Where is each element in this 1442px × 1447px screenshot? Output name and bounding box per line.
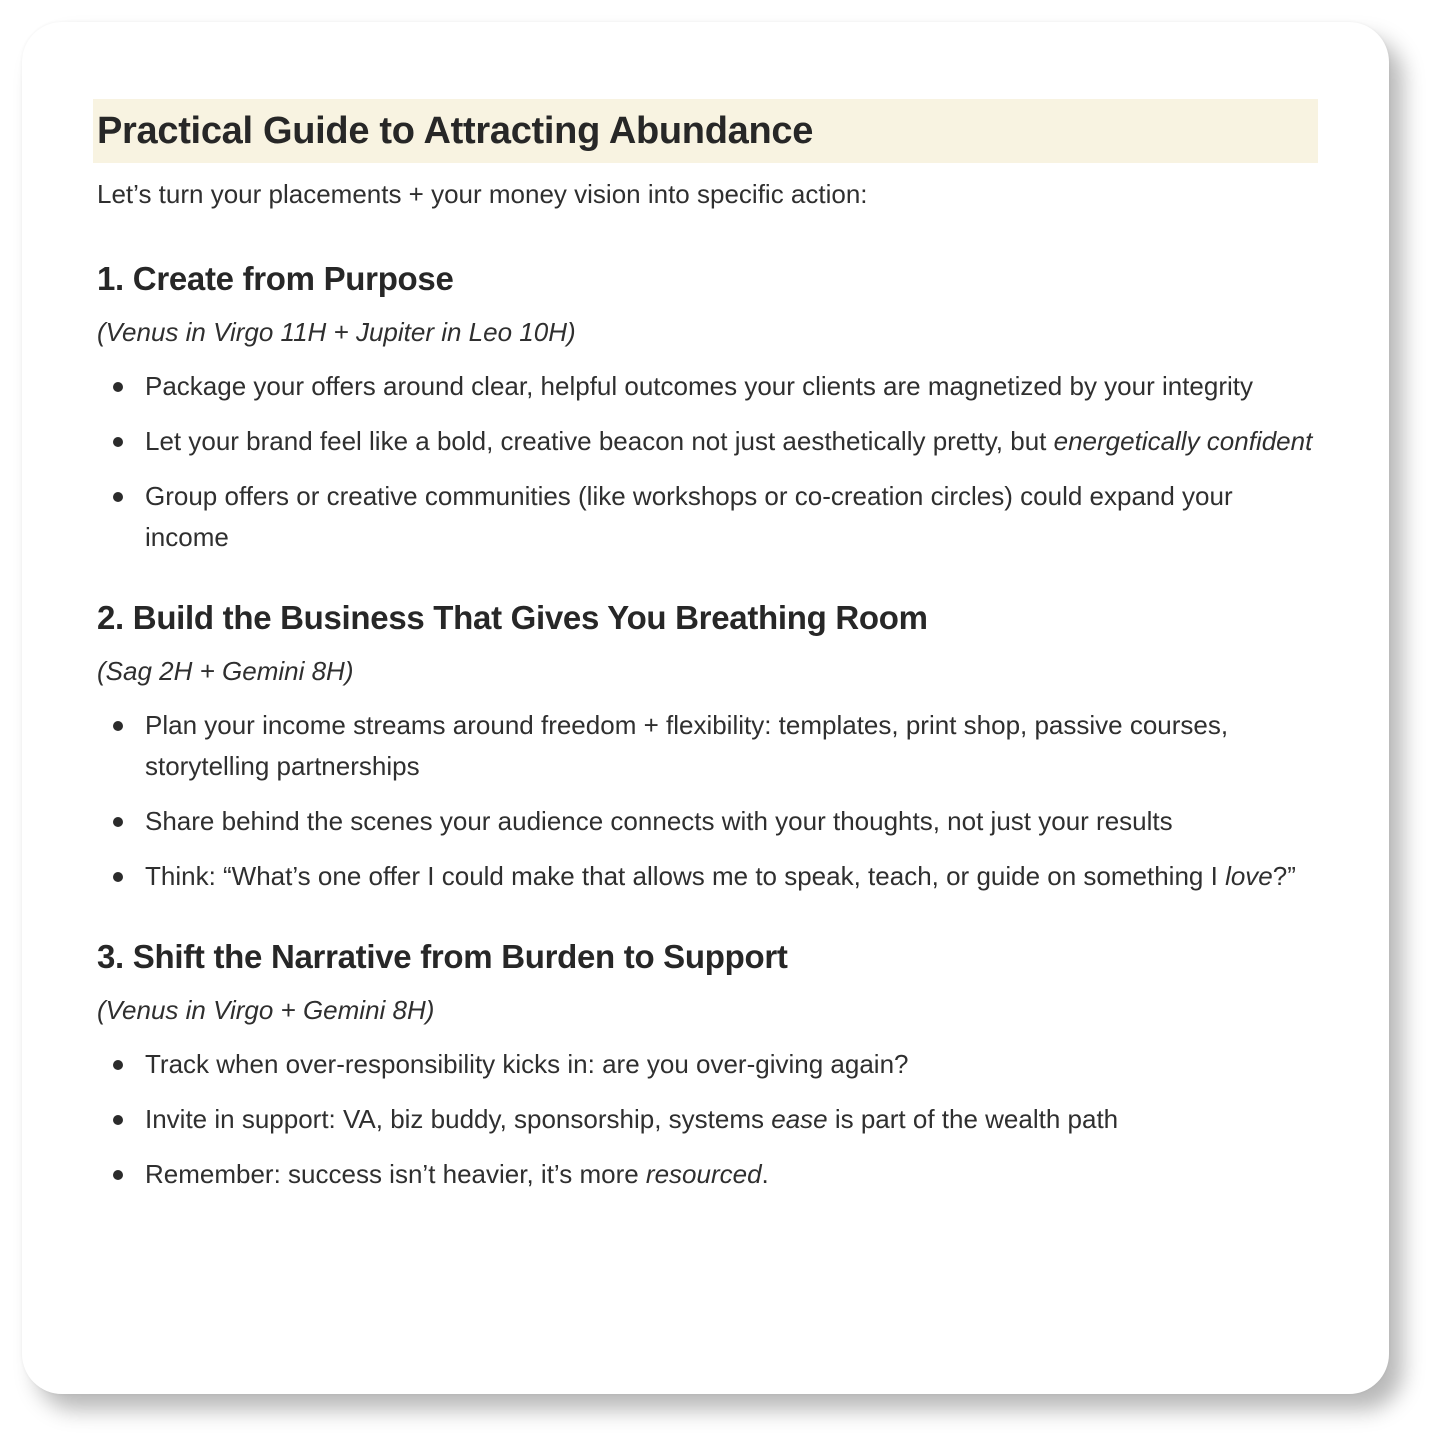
- bullet-icon: [113, 492, 123, 502]
- bullet-icon: [113, 382, 123, 392]
- bullet-list: [97, 705, 1318, 897]
- list-item-text-after: .: [761, 1159, 769, 1189]
- bullet-icon: [113, 437, 123, 447]
- list-item-text-after: ?”: [1272, 861, 1296, 891]
- list-item-text: Share behind the scenes your audience connects with your thoughts, not just your results: [145, 806, 1173, 836]
- bullet-icon: [113, 1115, 123, 1125]
- list-item: [97, 1154, 1318, 1195]
- list-item-text: Let your brand feel like a bold, creative beacon not just aesthetically pretty, but: [145, 426, 1054, 456]
- bullet-icon: [113, 1060, 123, 1070]
- list-item-text: Plan your income streams around freedom + flexibility: templates, print shop, passive courses, storytelling partnerships: [145, 710, 1229, 781]
- list-item: [97, 801, 1318, 842]
- section-subtitle: (Sag 2H + Gemini 8H): [97, 656, 354, 686]
- list-item-emphasis: resourced: [645, 1159, 762, 1189]
- section-create-from-purpose: [97, 257, 1318, 558]
- list-item-text: Group offers or creative communities (like workshops or co-creation circles) could expand your income: [145, 481, 1233, 552]
- list-item-emphasis: ease: [771, 1104, 828, 1134]
- list-item: [97, 856, 1318, 897]
- page-title: Practical Guide to Attracting Abundance: [97, 109, 814, 152]
- section-build-the-business: [97, 596, 1318, 897]
- list-item-text-after: is part of the wealth path: [827, 1104, 1119, 1134]
- intro-text: Let’s turn your placements + your money vision into specific action:: [97, 179, 868, 209]
- section-heading: 3. Shift the Narrative from Burden to Support: [97, 938, 788, 975]
- list-item-text: Track when over-responsibility kicks in: are you over-giving again?: [145, 1049, 909, 1079]
- section-shift-the-narrative: [97, 935, 1318, 1195]
- section-subtitle: (Venus in Virgo + Gemini 8H): [97, 995, 435, 1025]
- bullet-icon: [113, 817, 123, 827]
- list-item: [97, 705, 1318, 787]
- section-heading: 1. Create from Purpose: [97, 260, 454, 297]
- list-item-text: Remember: success isn’t heavier, it’s more: [145, 1159, 646, 1189]
- list-item: [97, 366, 1318, 407]
- bullet-icon: [113, 721, 123, 731]
- list-item: [97, 1044, 1318, 1085]
- list-item: [97, 476, 1318, 558]
- document-card: [22, 22, 1389, 1394]
- section-heading: 2. Build the Business That Gives You Breathing Room: [97, 599, 928, 636]
- list-item-text: Think: “What’s one offer I could make that allows me to speak, teach, or guide on something I: [145, 861, 1226, 891]
- section-subtitle: (Venus in Virgo 11H + Jupiter in Leo 10H): [97, 317, 576, 347]
- bullet-icon: [113, 1170, 123, 1180]
- bullet-list: [97, 366, 1318, 558]
- list-item-text: Package your offers around clear, helpful outcomes your clients are magnetized by your integrity: [145, 371, 1254, 401]
- bullet-list: [97, 1044, 1318, 1195]
- list-item-emphasis: love: [1225, 861, 1273, 891]
- document-content: [93, 99, 1318, 1195]
- list-item-emphasis: energetically confident: [1053, 426, 1313, 456]
- title-highlight: [93, 99, 1318, 163]
- bullet-icon: [113, 872, 123, 882]
- list-item: [97, 421, 1318, 462]
- list-item-text: Invite in support: VA, biz buddy, sponsorship, systems: [145, 1104, 772, 1134]
- list-item: [97, 1099, 1318, 1140]
